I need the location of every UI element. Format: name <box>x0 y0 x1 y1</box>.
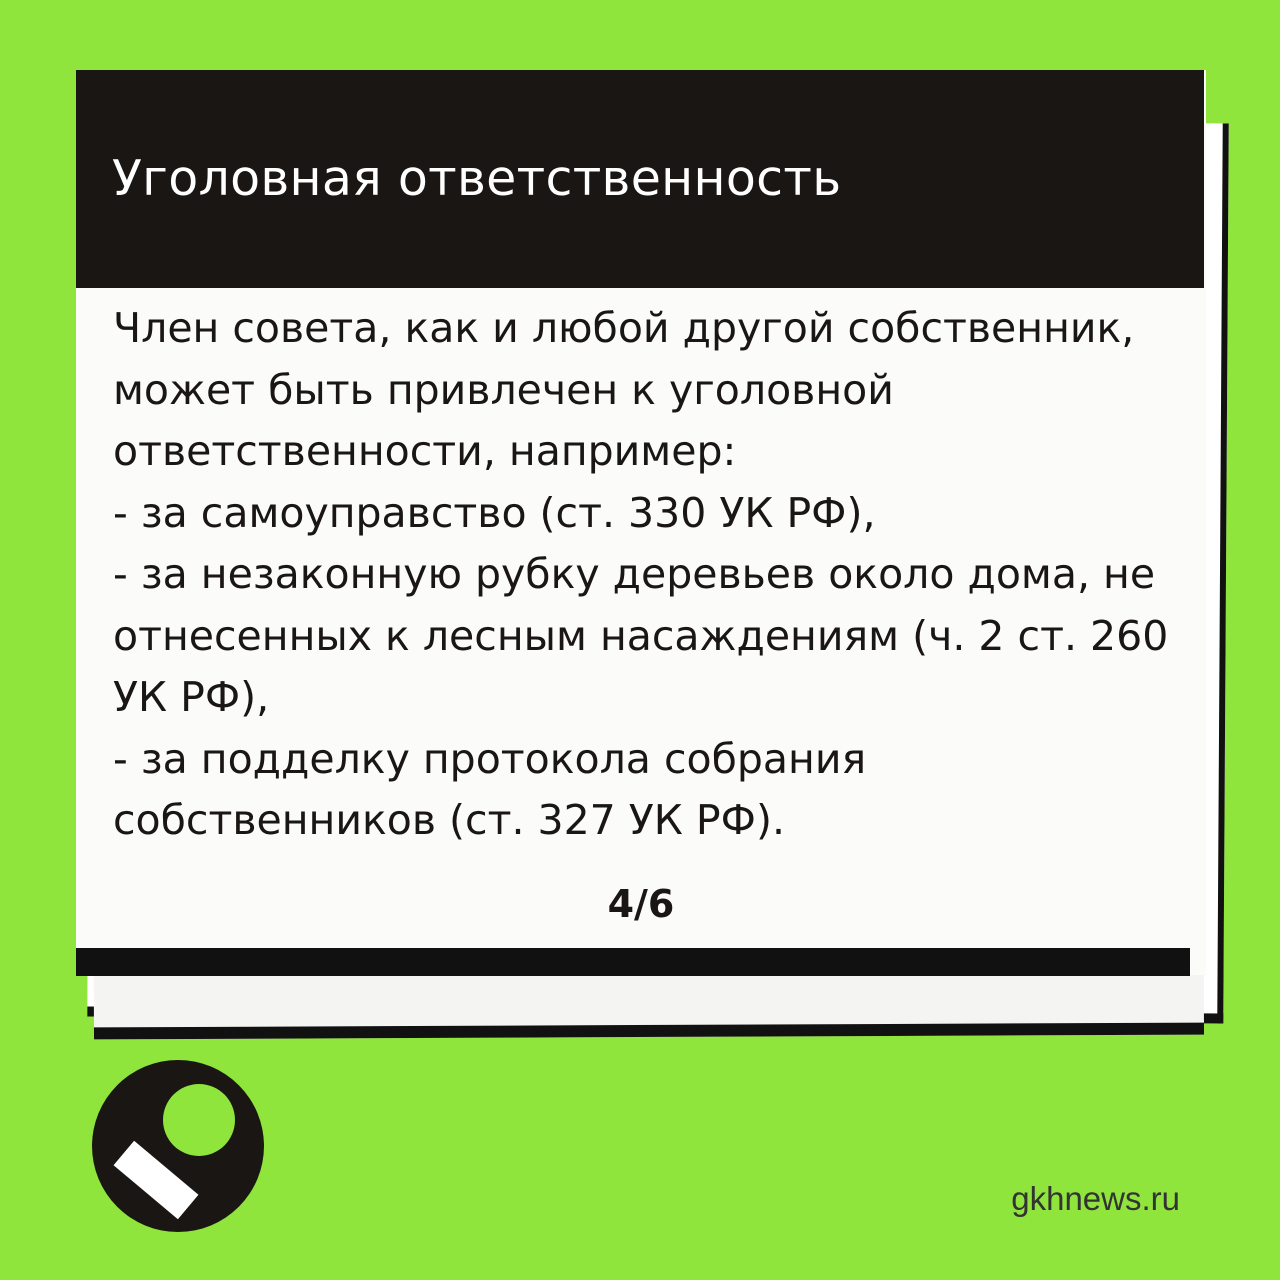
body-line: - за незаконную рубку деревьев около дома, не <box>113 550 1156 598</box>
body-line: отнесенных к лесным насаждениям (ч. 2 ст. 260 <box>113 611 1169 660</box>
body-line: Член совета, как и любой другой собственник, <box>113 304 1135 352</box>
body-line: УК РФ), <box>113 673 270 721</box>
body-line: ответственности, например: <box>113 427 737 475</box>
page-indicator: 4/6 <box>607 882 675 926</box>
card-header <box>76 70 1204 288</box>
slide-card <box>76 70 1206 975</box>
body-line: - за подделку протокола собрания <box>113 734 867 783</box>
logo-dot <box>163 1084 235 1156</box>
card-body-text <box>113 298 1193 852</box>
gkhnews-logo-icon[interactable] <box>92 1060 264 1232</box>
card-bottom-bar <box>76 948 1190 976</box>
body-line: - за самоуправство (ст. 330 УК РФ), <box>113 488 876 537</box>
body-line: может быть привлечен к уголовной <box>113 365 894 414</box>
body-line: собственников (ст. 327 УК РФ). <box>113 796 785 844</box>
card-title: Уголовная ответственность <box>112 150 842 207</box>
site-url-label[interactable]: gkhnews.ru <box>1011 1180 1180 1217</box>
